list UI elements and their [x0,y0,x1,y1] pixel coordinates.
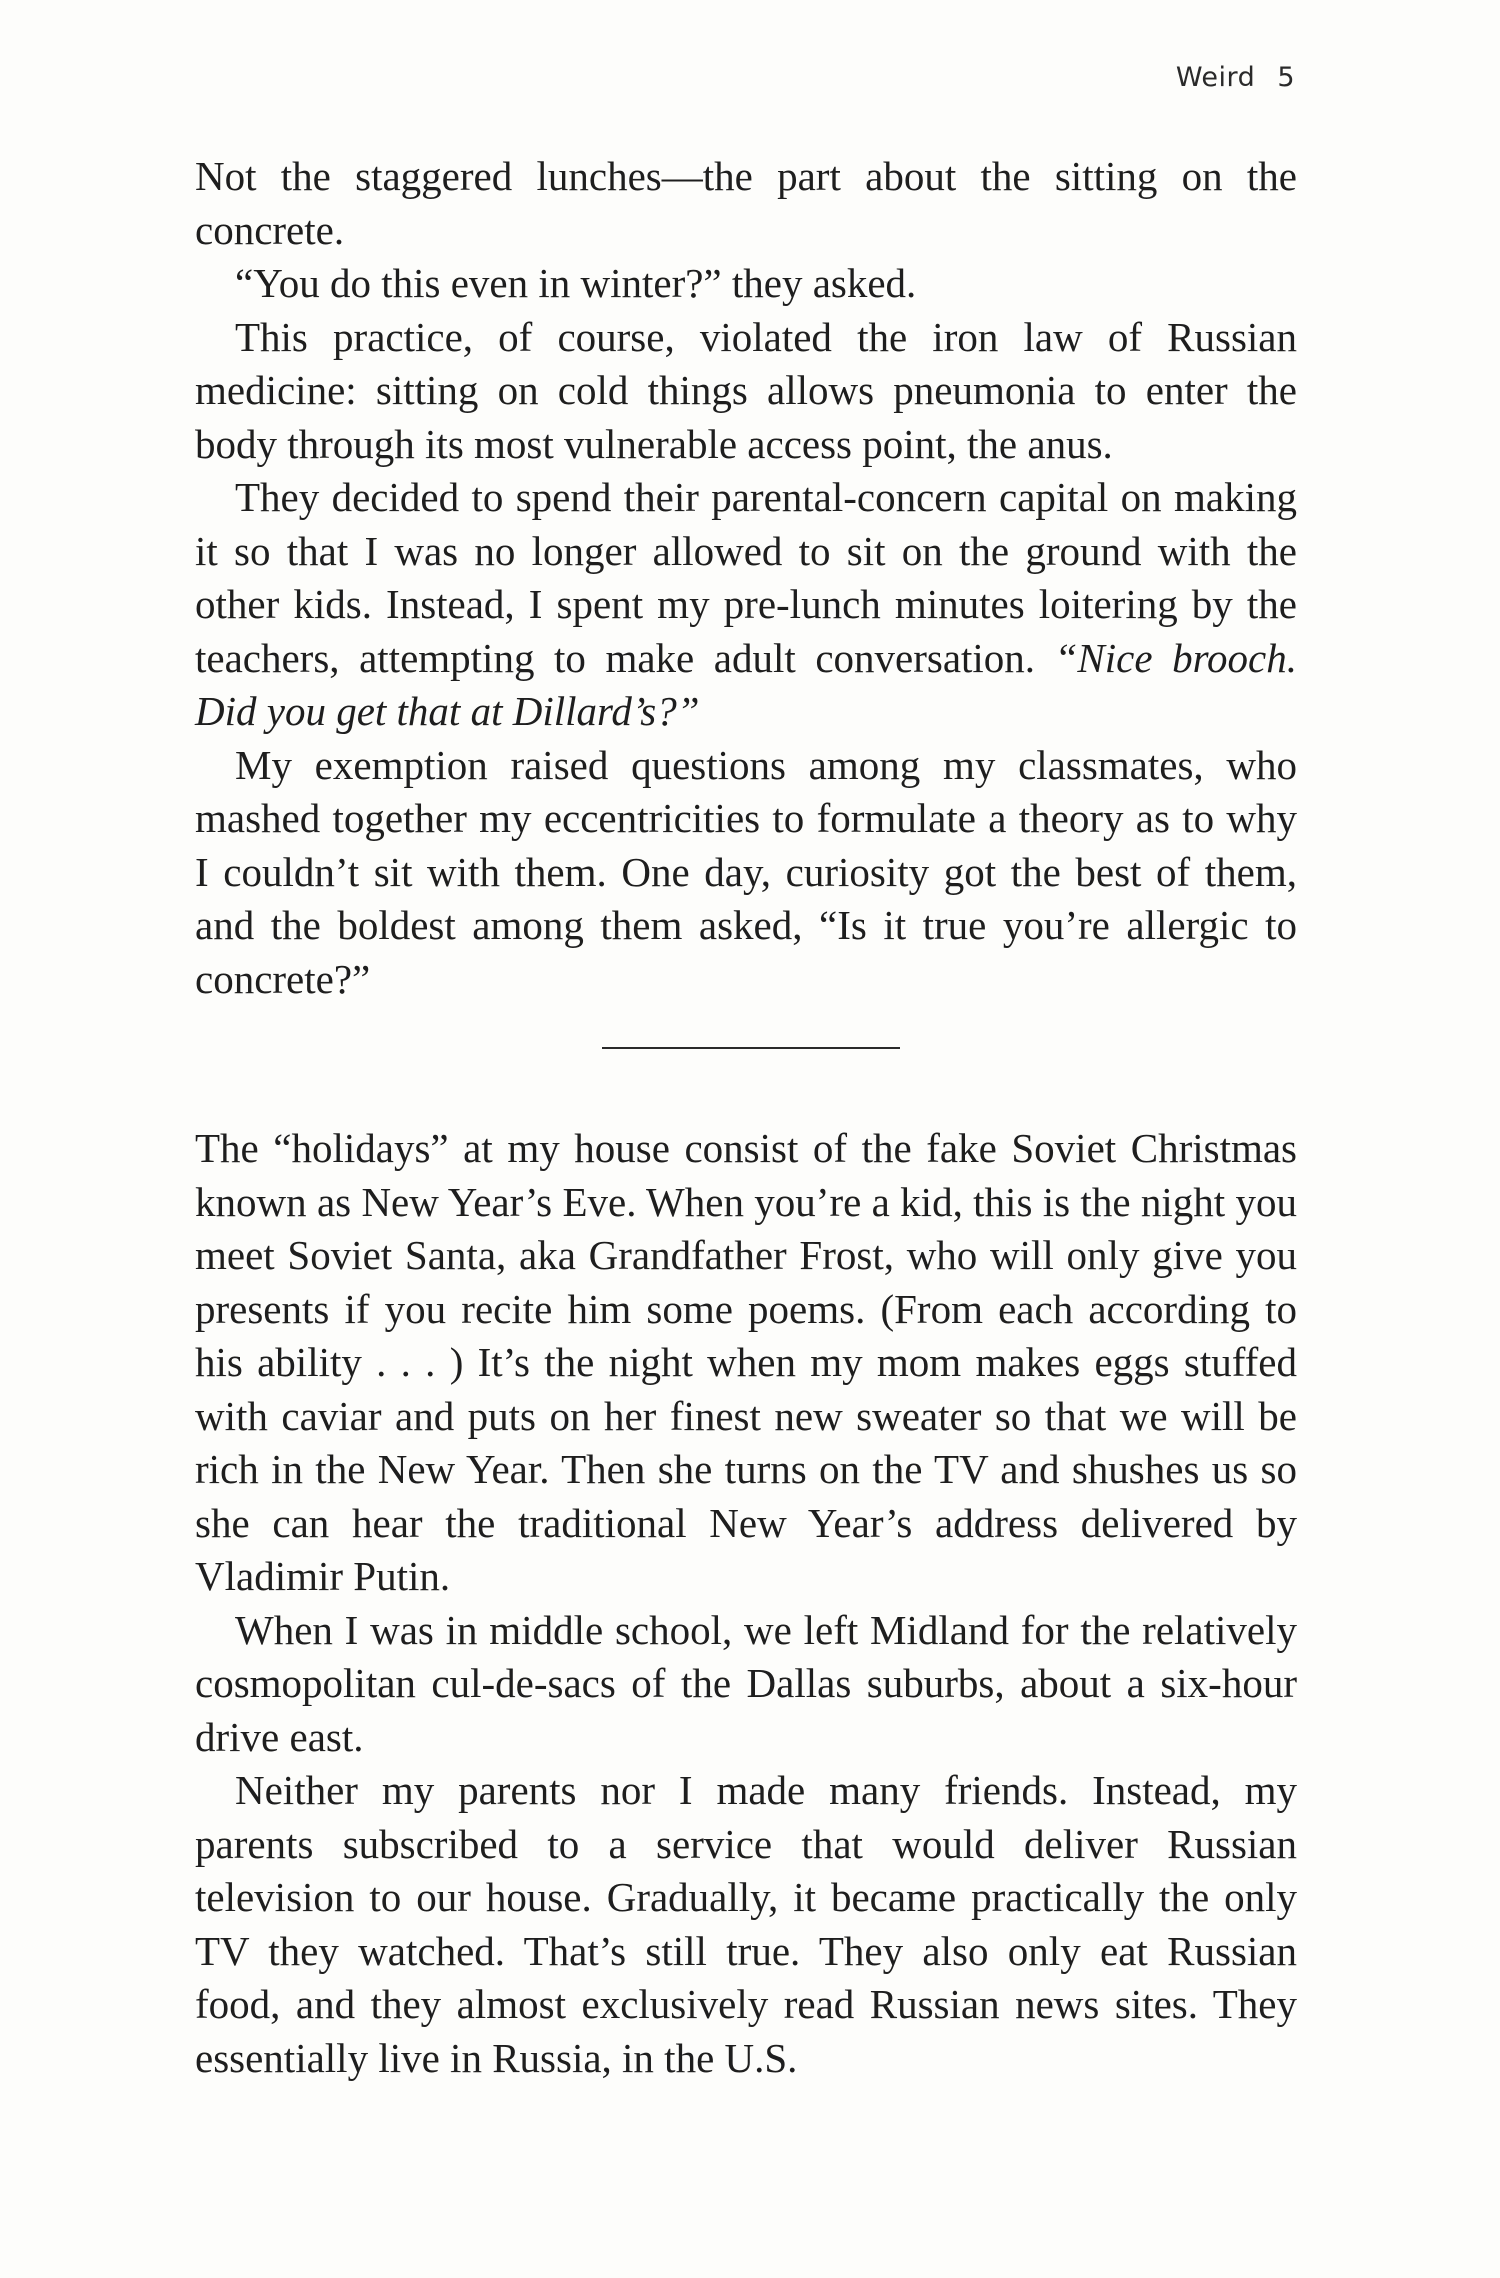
page-number: 5 [1277,62,1295,93]
paragraph [195,471,1297,739]
paragraph: This practice, of course, violated the iron law of Russian medicine: sitting on cold things allows pneumonia to enter the body through its most vulnerable access point, the anus. [195,313,1297,467]
section-one [195,150,1297,1006]
running-title: Weird [1175,62,1256,93]
paragraph: Not the staggered lunches—the part about the sitting on the concrete. [195,153,1297,253]
italic-quote: “Nice brooch. Did you get that at Dillard’s?” [195,634,1297,734]
paragraph-text: They decided to spend their parental-concern capital on making it so that I was no longer allowed to sit on the ground with the other kids. Instead, I spent my pre-lunch minutes loitering by the teachers, attempting to make adult conversation. [195,474,1297,681]
running-head [1176,62,1295,93]
section-divider [602,1047,900,1049]
paragraph: My exemption raised questions among my classmates, who mashed together my eccentricities to formulate a theory as to why I couldn’t sit with them. One day, curiosity got the best of them, and the boldest among them asked, “Is it true you’re allergic to concrete?” [195,741,1297,1002]
section-two [195,1122,1297,2085]
paragraph: “You do this even in winter?” they asked. [235,260,917,306]
paragraph: The “holidays” at my house consist of the fake Soviet Christmas known as New Year’s Eve. When you’re a kid, this is the night you meet Soviet Santa, aka Grandfather Frost, who will only give you presents if you recite him some poems. (From each according to his ability . . . ) It’s the night when my mom makes eggs stuffed with caviar and puts on her finest new sweater so that we will be rich in the New Year. Then she turns on the TV and shushes us so she can hear the traditional New Year’s address delivered by Vladimir Putin. [195,1125,1297,1599]
paragraph: When I was in middle school, we left Midland for the relatively cosmopolitan cul-de-sacs of the Dallas suburbs, about a six-hour drive east. [195,1606,1297,1760]
paragraph: Neither my parents nor I made many friends. Instead, my parents subscribed to a service that would deliver Russian television to our house. Gradually, it became practically the only TV they watched. That’s still true. They also only eat Russian food, and they almost exclusively read Russian news sites. They essentially live in Russia, in the U.S. [195,1767,1297,2081]
